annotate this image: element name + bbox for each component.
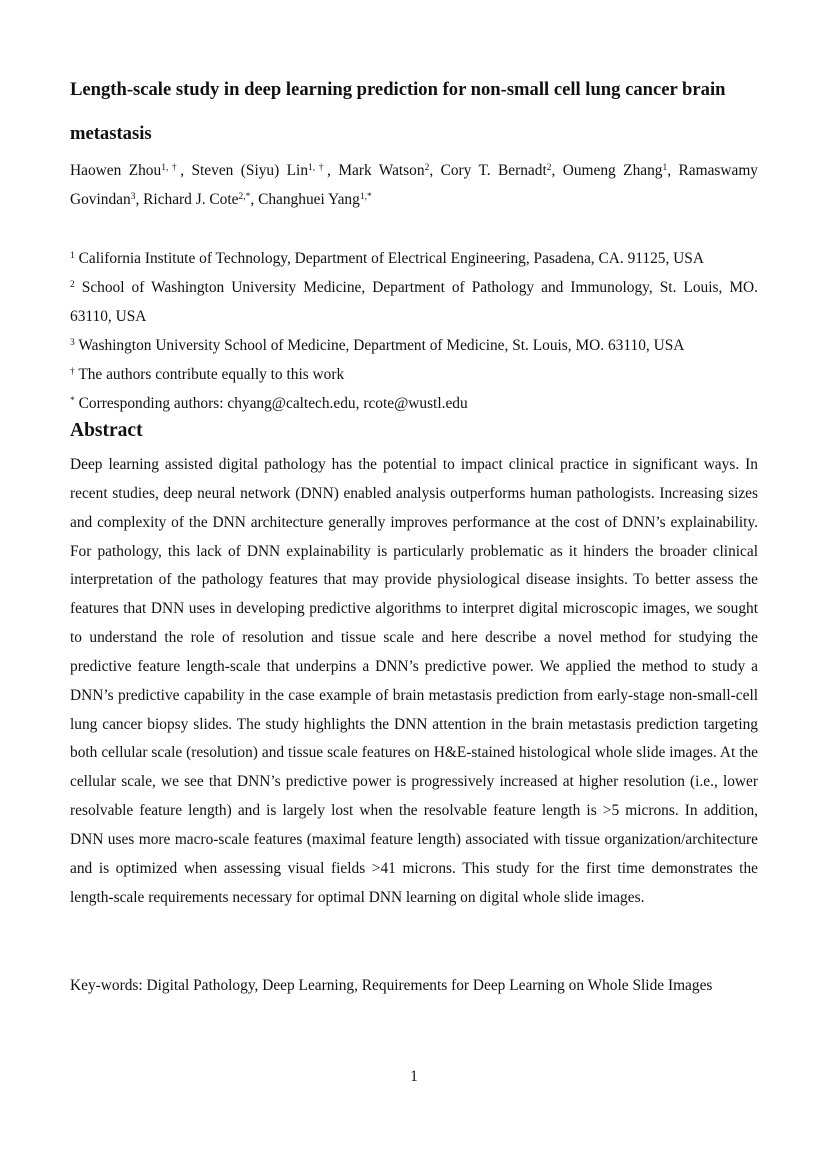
keywords: Key-words: Digital Pathology, Deep Learning, Requirements for Deep Learning on Whole Slide Images xyxy=(70,977,713,994)
affiliation-list xyxy=(70,244,758,418)
author: Mark Watson$^2$, xyxy=(338,162,441,179)
author: Steven (Siyu) Lin$^{1,\dagger}$, xyxy=(191,162,339,179)
footnote-equal-contribution: † The authors contribute equally to this work xyxy=(70,366,345,383)
author: Ramaswamy Govindan$^3$, xyxy=(70,162,759,208)
page-number: 1 xyxy=(410,1068,418,1085)
affiliation: $^3$ Washington University School of Medicine, Department of Medicine, St. Louis, MO. 63110, USA xyxy=(70,337,685,354)
author: Cory T. Bernadt$^2$, xyxy=(440,162,563,179)
affiliation: $^2$ School of Washington University Medicine, Department of Pathology and Immunology, St. Louis, MO. 63110, USA xyxy=(70,279,758,325)
author: Haowen Zhou$^{1,\dagger}$, xyxy=(70,162,192,179)
abstract-body: Deep learning assisted digital pathology has the potential to impact clinical practice in significant ways. In recent studies, deep neural network (DNN) enabled analysis outperforms human pathologists. Increasing sizes and complexity of the DNN architecture generally improves performance at the cost of DNN’s explainability. For pathology, this lack of DNN explainability is particularly problematic as it hinders the broader clinical interpretation of the pathology features that may provide physiological disease insights. To better assess the features that DNN uses in developing predictive algorithms to interpret digital microscopic images, we sought to understand the role of resolution and tissue scale and here describe a novel method for studying the predictive feature length-scale that underpins a DNN’s predictive power. We applied the method to study a DNN’s predictive capability in the case example of brain metastasis prediction from early-stage non-small-cell lung cancer biopsy slides. The study highlights the DNN attention in the brain metastasis prediction targeting both cellular scale (resolution) and tissue scale features on H&E-stained histological whole slide images. At the cellular scale, we see that DNN’s predictive power is progressively increased at higher resolution (i.e., lower resolvable feature length) and is largely lost when the resolvable feature length is >5 microns. In addition, DNN uses more macro-scale features (maximal feature length) associated with tissue organization/architecture and is optimized when assessing visual fields >41 microns. This study for the first time demonstrates the length-scale requirements necessary for optimal DNN learning on digital whole slide images. xyxy=(70,456,758,906)
abstract-heading: Abstract xyxy=(70,420,143,441)
author: Richard J. Cote$^{2,*}$, xyxy=(143,191,259,208)
affiliation: $^1$ California Institute of Technology, Department of Electrical Engineering, Pasadena, CA. 91125, USA xyxy=(70,250,704,267)
author-list xyxy=(70,156,758,214)
author: Oumeng Zhang$^1$, xyxy=(562,162,679,179)
footnote-corresponding-authors: * Corresponding authors: chyang@caltech.edu, rcote@wustl.edu xyxy=(70,395,468,412)
paper-title: Length-scale study in deep learning prediction for non-small cell lung cancer brain metastasis xyxy=(70,79,726,144)
author: Changhuei Yang$^{1,*}$ xyxy=(258,191,372,208)
